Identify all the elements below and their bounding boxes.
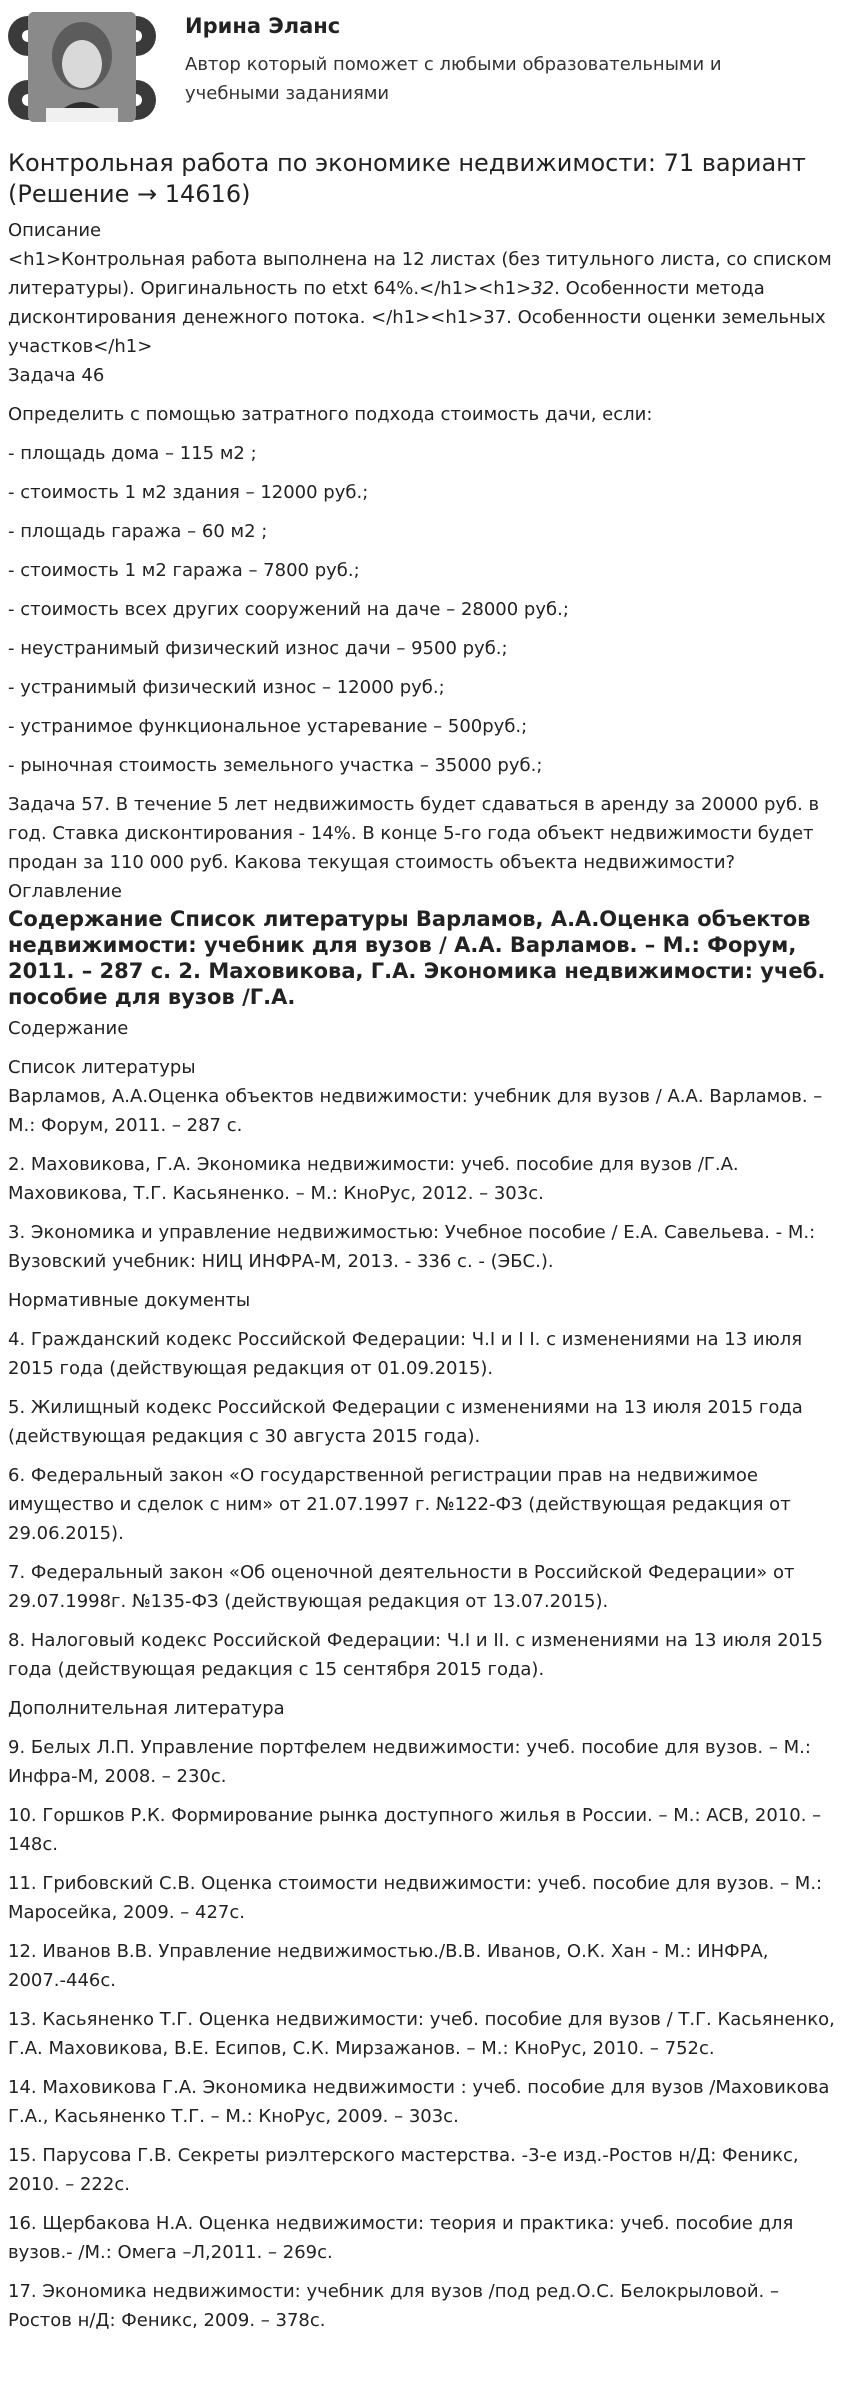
bibliography-item: 4. Гражданский кодекс Российской Федерации: Ч.I и I I. с изменениями на 13 июля 2015 года (действующая редакция от 01.09.2015). [8, 1329, 803, 1379]
bibliography-item: 15. Парусова Г.В. Секреты риэлтерского мастерства. -3-е изд.-Ростов н/Д: Феникс, 2010. – 222с. [8, 2145, 799, 2195]
bibliography-item: 8. Налоговый кодекс Российской Федерации: Ч.I и II. с изменениями на 13 июля 2015 года (действующая редакция с 15 сентября 2015 года). [8, 1630, 823, 1680]
task-46-paragraph: - площадь гаража – 60 м2 ; [8, 521, 268, 542]
additional-label: Дополнительная литература [8, 1698, 285, 1719]
author-name[interactable]: Ирина Эланс [185, 14, 341, 38]
author-avatar[interactable] [6, 8, 158, 126]
author-card [0, 0, 847, 140]
description-part-2: . Особенности метода дисконтирования денежного потока. </h1><h1>37. Особенности оценки земельных участков</h1> [8, 278, 826, 357]
bibliography-item: 17. Экономика недвижимости: учебник для вузов /под ред.О.С. Белокрыловой. – Ростов н/Д: Феникс, 2009. – 378с. [8, 2281, 779, 2331]
task-57-paragraph: Задача 57. В течение 5 лет недвижимость будет сдаваться в аренду за 20000 руб. в год. Ставка дисконтирования - 14%. В конце 5-го года объект недвижимости будет продан за 110 000 руб. Какова текущая стоимость объекта недвижимости? [8, 794, 820, 873]
task-46-paragraph: - стоимость 1 м2 гаража – 7800 руб.; [8, 560, 360, 581]
bibliography-item: 6. Федеральный закон «О государственной регистрации прав на недвижимое имущество и сделок с ним» от 21.07.1997 г. №122-ФЗ (действующая редакция от 29.06.2015). [8, 1465, 791, 1544]
task-46-paragraph: - устранимый физический износ – 12000 руб.; [8, 677, 445, 698]
bibliography-item: 13. Касьяненко Т.Г. Оценка недвижимости: учеб. пособие для вузов / Т.Г. Касьяненко, Г.А. Маховикова, В.Е. Есипов, С.К. Мирзажанов. – М.: КноРус, 2010. – 752с. [8, 2009, 835, 2059]
description-part-1: <h1>Контрольная работа выполнена на 12 листах (без титульного листа, со списком литературы). Оригинальность по etxt 64%.</h1><h1> [8, 249, 832, 299]
work-content [8, 148, 840, 2345]
bibliography-item: 16. Щербакова Н.А. Оценка недвижимости: теория и практика: учеб. пособие для вузов.- /М.: Омега –Л,2011. – 269с. [8, 2213, 794, 2263]
author-description: Автор который поможет с любыми образовательными и учебными заданиями [185, 54, 722, 104]
bibliography-item: Варламов, А.А.Оценка объектов недвижимости: учебник для вузов / А.А. Варламов. – М.: Форум, 2011. – 287 с. [8, 1086, 823, 1136]
task-46-paragraph: - стоимость 1 м2 здания – 12000 руб.; [8, 482, 369, 503]
bibliography-item: 11. Грибовский С.В. Оценка стоимости недвижимости: учеб. пособие для вузов. – М.: Маросейка, 2009. – 427с. [8, 1873, 823, 1923]
bibliography-label: Список литературы [8, 1057, 196, 1078]
bibliography-item: 3. Экономика и управление недвижимостью: Учебное пособие / Е.А. Савельева. - М.: Вузовский учебник: НИЦ ИНФРА-М, 2013. - 336 с. - (ЭБС.). [8, 1222, 816, 1272]
description-italic: 32 [531, 278, 555, 299]
bibliography-item: 12. Иванов В.В. Управление недвижимостью./В.В. Иванов, О.К. Хан - М.: ИНФРА, 2007.-446с. [8, 1941, 769, 1991]
contents-label: Содержание [8, 1018, 129, 1039]
bibliography-item: 14. Маховикова Г.А. Экономика недвижимости : учеб. пособие для вузов /Маховикова Г.А., Касьяненко Т.Г. – М.: КноРус, 2009. – 303с. [8, 2077, 830, 2127]
task-46-paragraphs [8, 400, 840, 877]
bibliography-item: 7. Федеральный закон «Об оценочной деятельности в Российской Федерации» от 29.07.1998г. №135-ФЗ (действующая редакция от 13.07.2015). [8, 1562, 795, 1612]
bibliography-item: 5. Жилищный кодекс Российской Федерации с изменениями на 13 июля 2015 года (действующая редакция с 30 августа 2015 года). [8, 1397, 803, 1447]
toc-text: Содержание Список литературы Варламов, А.А.Оценка объектов недвижимости: учебник для вузов / А.А. Варламов. – М.: Форум, 2011. – 287 с. 2. Маховикова, Г.А. Экономика недвижимости: учеб. пособие для вузов /Г.А. [8, 907, 826, 1009]
bibliography-item: 2. Маховикова, Г.А. Экономика недвижимости: учеб. пособие для вузов /Г.А. Маховикова, Т.Г. Касьяненко. – М.: КноРус, 2012. – 303с. [8, 1154, 739, 1204]
task-46-paragraph: - площадь дома – 115 м2 ; [8, 443, 257, 464]
bibliography-item: 10. Горшков Р.К. Формирование рынка доступного жилья в России. – М.: АСВ, 2010. – 148с. [8, 1805, 822, 1855]
toc-label: Оглавление [8, 881, 122, 902]
task-46-paragraph: - устранимое функциональное устаревание – 500руб.; [8, 716, 528, 737]
task-46-paragraph: - неустранимый физический износ дачи – 9500 руб.; [8, 638, 508, 659]
task-46-label: Задача 46 [8, 365, 105, 386]
task-46-paragraph: - стоимость всех других сооружений на даче – 28000 руб.; [8, 599, 569, 620]
task-46-paragraph: - рыночная стоимость земельного участка – 35000 руб.; [8, 755, 543, 776]
bibliography-item: 9. Белых Л.П. Управление портфелем недвижимости: учеб. пособие для вузов. – М.: Инфра-М, 2008. – 230с. [8, 1737, 811, 1787]
task-46-paragraph: Определить с помощью затратного подхода стоимость дачи, если: [8, 404, 653, 425]
work-title: Контрольная работа по экономике недвижимости: 71 вариант (Решение → 14616) [8, 149, 806, 208]
description-label: Описание [8, 220, 102, 241]
description-text [8, 245, 840, 361]
normative-label: Нормативные документы [8, 1290, 251, 1311]
